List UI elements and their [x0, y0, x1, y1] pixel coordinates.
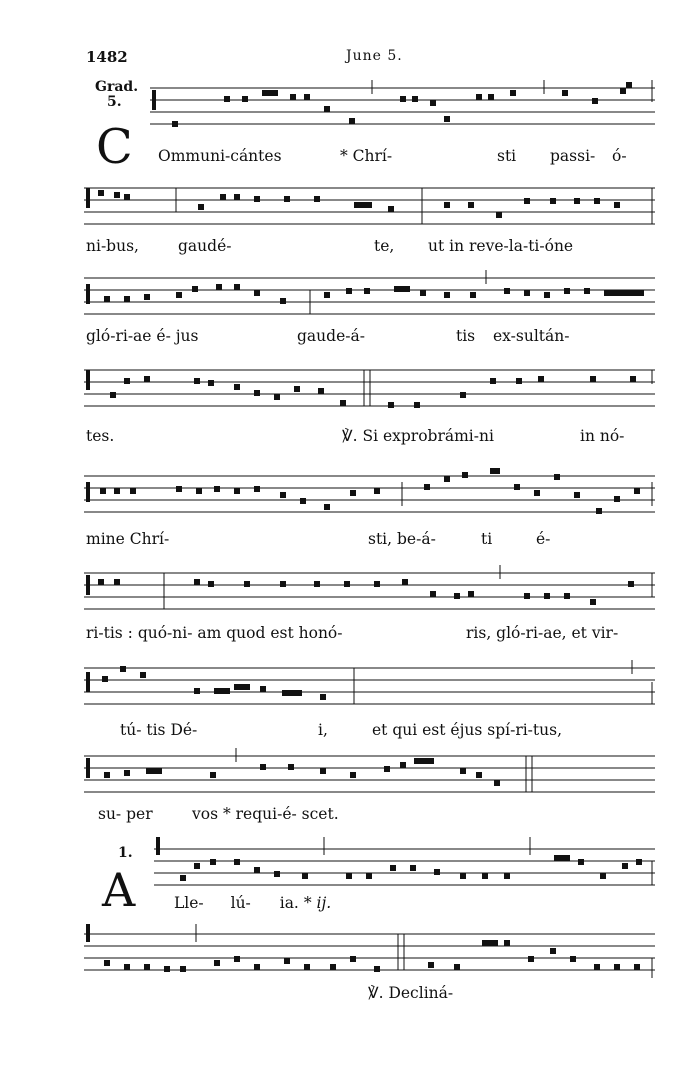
lyric-syllable: ia.: [279, 894, 299, 912]
lyric-syllable: sti: [497, 147, 517, 165]
lyric-syllable: ti: [481, 530, 493, 548]
alleluia-lyrics: [174, 894, 331, 912]
lyric-syllable: é-: [536, 530, 551, 548]
lyric-syllable: te,: [374, 237, 395, 255]
lyric-syllable: i,: [318, 721, 328, 739]
music-staff: [84, 565, 655, 615]
alleluia-verse: ℣. Decliná-: [368, 984, 454, 1002]
lyric-syllable: mine Chrí-: [86, 530, 170, 548]
lyric-syllable: passi-: [550, 147, 596, 165]
music-staff: [84, 920, 655, 980]
lyric-syllable: ij.: [316, 894, 332, 912]
lyric-syllable: su- per: [98, 805, 153, 823]
music-staff: [84, 660, 655, 712]
page-number: 1482: [86, 48, 128, 66]
lyric-syllable: * Chrí-: [340, 147, 393, 165]
lyric-syllable: Lle-: [174, 894, 204, 912]
music-staff: [84, 835, 655, 891]
gradual-mode: 5.: [107, 94, 122, 110]
lyric-syllable: Ommuni-cántes: [158, 147, 282, 165]
gradual-initial: C: [96, 119, 133, 175]
alleluia-initial: A: [102, 863, 136, 917]
lyric-syllable: tis: [456, 327, 476, 345]
lyric-syllable: ris, gló-ri-ae, et vir-: [466, 624, 619, 642]
music-staff: [84, 362, 655, 412]
music-staff: [84, 180, 655, 230]
lyric-line: [340, 147, 392, 165]
alleluia-mode: 1.: [118, 845, 133, 861]
asterisk: *: [303, 894, 312, 912]
lyric-syllable: gaude-á-: [297, 327, 365, 345]
lyric-line: [158, 147, 282, 165]
music-staff: [84, 468, 655, 524]
lyric-syllable: ex-sultán-: [493, 327, 570, 345]
lyric-syllable: sti, be-á-: [368, 530, 436, 548]
lyric-syllable: ó-: [612, 147, 627, 165]
lyric-syllable: ni-bus,: [86, 237, 139, 255]
lyric-syllable: ri-tis : quó-ni- am quod est honó-: [86, 624, 343, 642]
lyric-syllable: vos * requi-é- scet.: [192, 805, 339, 823]
music-staff: [84, 748, 655, 798]
page-header: [86, 48, 656, 68]
lyric-syllable: in nó-: [580, 427, 625, 445]
music-staff: [84, 270, 655, 324]
lyric-syllable: gló-ri-ae é- jus: [86, 327, 199, 345]
lyric-syllable: et qui est éjus spí-ri-tus,: [372, 721, 563, 739]
music-staff: [84, 80, 655, 130]
lyric-syllable: tú- tis Dé-: [120, 721, 198, 739]
lyric-syllable: gaudé-: [178, 237, 232, 255]
running-title: June 5.: [346, 48, 403, 64]
lyric-syllable: lú-: [230, 894, 251, 912]
verse-text: ℣. Si exprobrámi-ni: [342, 427, 494, 445]
lyric-syllable: tes.: [86, 427, 115, 445]
gradual-label-text: Grad.: [95, 79, 139, 95]
lyric-syllable: ut in reve-la-ti-óne: [428, 237, 574, 255]
